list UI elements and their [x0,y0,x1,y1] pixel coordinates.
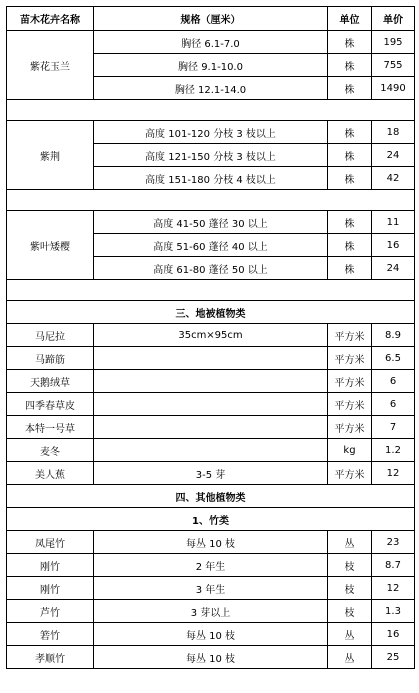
table-row [7,347,415,370]
plant-name: 刚竹 [7,554,94,577]
table-row [7,646,415,669]
price-cell: 16 [372,234,415,257]
table-row [7,623,415,646]
spec-cell: 2 年生 [94,554,328,577]
spec-cell: 3 芽以上 [94,600,328,623]
table-row [7,393,415,416]
unit-cell: 平方米 [328,370,372,393]
section-title: 四、其他植物类 [7,485,415,508]
spec-cell: 每丛 10 枝 [94,623,328,646]
table-row [7,531,415,554]
table-row [7,121,415,144]
table-row [7,554,415,577]
plant-name: 紫花玉兰 [7,31,94,100]
price-table [6,6,415,669]
unit-cell: 平方米 [328,393,372,416]
price-cell: 1.2 [372,439,415,462]
spec-cell: 高度 51-60 蓬径 40 以上 [94,234,328,257]
price-cell: 195 [372,31,415,54]
spacer-row [7,190,415,211]
unit-cell: 枝 [328,577,372,600]
unit-cell: 平方米 [328,462,372,485]
plant-name: 箬竹 [7,623,94,646]
header-name: 苗木花卉名称 [7,7,94,31]
price-cell: 6 [372,393,415,416]
spec-cell [94,416,328,439]
plant-name: 马尼拉 [7,324,94,347]
section-title: 三、地被植物类 [7,301,415,324]
price-cell: 18 [372,121,415,144]
spec-cell [94,347,328,370]
unit-cell: 株 [328,211,372,234]
spec-cell: 每丛 10 枝 [94,531,328,554]
subsection-title: 1、竹类 [7,508,415,531]
unit-cell: 平方米 [328,324,372,347]
unit-cell: 平方米 [328,347,372,370]
unit-cell: 丛 [328,646,372,669]
plant-name: 紫叶矮樱 [7,211,94,280]
price-cell: 42 [372,167,415,190]
price-cell: 24 [372,257,415,280]
spacer-row [7,280,415,301]
table-row [7,416,415,439]
spec-cell: 高度 151-180 分枝 4 枝以上 [94,167,328,190]
table-row [7,439,415,462]
plant-name: 紫荆 [7,121,94,190]
table-row [7,211,415,234]
section-title-row [7,485,415,508]
spec-cell [94,370,328,393]
spec-cell [94,439,328,462]
spec-cell: 高度 101-120 分枝 3 枝以上 [94,121,328,144]
unit-cell: 株 [328,167,372,190]
price-cell: 25 [372,646,415,669]
plant-name: 本特一号草 [7,416,94,439]
plant-name: 马蹄筋 [7,347,94,370]
spec-cell: 高度 41-50 蓬径 30 以上 [94,211,328,234]
unit-cell: 平方米 [328,416,372,439]
header-price: 单价 [372,7,415,31]
price-cell: 12 [372,462,415,485]
table-row [7,31,415,54]
price-cell: 24 [372,144,415,167]
header-row [7,7,415,31]
price-cell: 1490 [372,77,415,100]
plant-name: 凤尾竹 [7,531,94,554]
spec-cell [94,393,328,416]
price-cell: 6.5 [372,347,415,370]
unit-cell: 株 [328,144,372,167]
spec-cell: 胸径 12.1-14.0 [94,77,328,100]
plant-name: 芦竹 [7,600,94,623]
price-cell: 23 [372,531,415,554]
price-cell: 6 [372,370,415,393]
unit-cell: 株 [328,257,372,280]
price-cell: 11 [372,211,415,234]
unit-cell: 枝 [328,554,372,577]
unit-cell: 株 [328,121,372,144]
price-cell: 755 [372,54,415,77]
table-row [7,324,415,347]
plant-name: 麦冬 [7,439,94,462]
unit-cell: 枝 [328,600,372,623]
plant-name: 孝顺竹 [7,646,94,669]
plant-name: 刚竹 [7,577,94,600]
spec-cell: 每丛 10 枝 [94,646,328,669]
table-row [7,370,415,393]
spec-cell: 高度 121-150 分枝 3 枝以上 [94,144,328,167]
table-row [7,600,415,623]
section-title-row [7,301,415,324]
spacer-row [7,100,415,121]
unit-cell: kg [328,439,372,462]
price-cell: 8.7 [372,554,415,577]
price-cell: 12 [372,577,415,600]
spec-cell: 胸径 9.1-10.0 [94,54,328,77]
price-cell: 7 [372,416,415,439]
price-cell: 8.9 [372,324,415,347]
spec-cell: 胸径 6.1-7.0 [94,31,328,54]
spec-cell: 3-5 芽 [94,462,328,485]
unit-cell: 株 [328,31,372,54]
unit-cell: 丛 [328,623,372,646]
plant-name: 四季春草皮 [7,393,94,416]
spec-cell: 35cm×95cm [94,324,328,347]
unit-cell: 株 [328,234,372,257]
plant-name: 美人蕉 [7,462,94,485]
unit-cell: 丛 [328,531,372,554]
unit-cell: 株 [328,54,372,77]
spec-cell: 高度 61-80 蓬径 50 以上 [94,257,328,280]
price-cell: 1.3 [372,600,415,623]
subsection-title-row [7,508,415,531]
table-row [7,462,415,485]
price-cell: 16 [372,623,415,646]
header-unit: 单位 [328,7,372,31]
spec-cell: 3 年生 [94,577,328,600]
plant-name: 天鹅绒草 [7,370,94,393]
header-spec: 规格（厘米） [94,7,328,31]
table-row [7,577,415,600]
unit-cell: 株 [328,77,372,100]
